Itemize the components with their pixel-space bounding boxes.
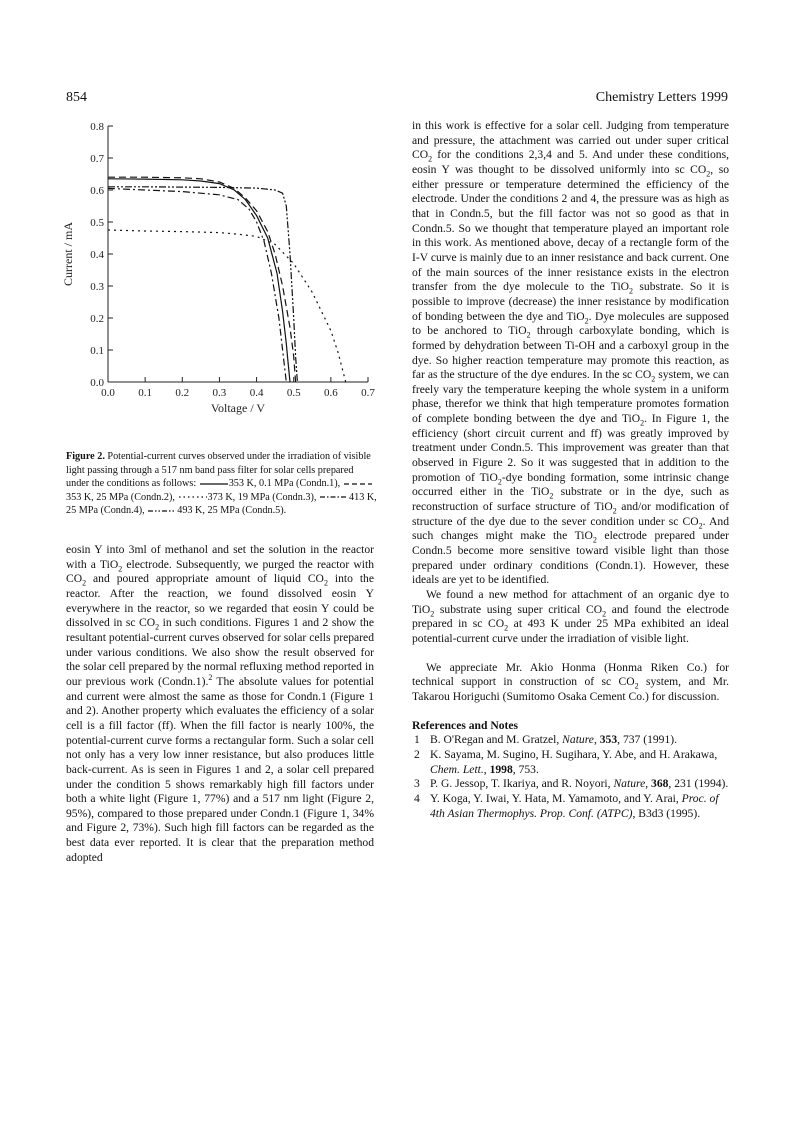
x-tick-label: 0.2 — [175, 387, 190, 399]
x-tick-label: 0.1 — [138, 387, 153, 399]
legend-entry — [147, 505, 286, 516]
reference-text: B. O'Regan and M. Gratzel, Nature, 353, 737 (1991). — [430, 733, 678, 747]
y-tick-label: 0.0 — [90, 377, 104, 389]
right-paragraph-2: We found a new method for attachment of an organic dye to TiO$_2$ substrate using super critical $CO_2$ and found the electrode prepared in sc $CO_2$ at 493 K under 25 MPa exhibited an ideal potential-current curve under the irradiation of visible light. — [412, 588, 730, 645]
x-tick-label: 0.7 — [361, 387, 375, 399]
acknowledgement: We appreciate Mr. Akio Honma (Honma Riken Co.) for technical support in construction of sc $CO_2$ system, and Mr. Takarou Horiguchi (Sumitomo Osaka Cement Co.) for discussion. — [412, 660, 729, 703]
legend-entry — [199, 478, 343, 489]
right-paragraph-1: in this work is effective for a solar cell. Judging from temperature and pressure, the attachment was carried out under super critical $CO_2$ for the conditions 2,3,4 and 5. And under these conditions, eosin Y was thought to be dissolved uniformly into sc $CO_2$, so either pressure or temperature determined the efficiency of the electrode. Under the conditions 2 and 4, the pressure was as high as that in Condn.5, but the fill factor was not so good as that in Condn.5. So we thought that temperature played an important role in this work. As mentioned above, decay of a rectangle form of the I-V curve is mainly due to an inner resistance and back current. One of the main sources of the inner resistance exists in the electron transfer from the dye molecule to the TiO$_2$ substrate. So it is possible to improve (decrease) the inner resistance by modification of bonding between the dye and TiO$_2$. Dye molecules are supposed to be anchored to TiO$_2$ through carboxylate bonding, which is formed by dehydration between Ti-OH and a carboxyl group in the dye. So higher reaction temperature may promote this reaction, as far as the structure of the dye endures. In the sc $CO_2$ system, we can freely vary the temperature keeping the whole system in a uniform phase, therefor we think that high temperature promotes formation of complete bonding between the dye and TiO$_2$. In Figure 1, the efficiency (short circuit current and ff) was greatly improved by treatment under Condn.5. This improvement was greater than that observed in Figure 2. So it was suggested that in addition to the promotion of TiO$_2$-dye bonding formation, some intrinsic change occurred either in the TiO$_2$ substrate or in the dye, such as reconstruction of surface structure of TiO$_2$ and/or modification of structure of the dye due to the sever condition under sc $CO_2$. And such changes might make the TiO$_2$ electrode prepared under Condn.5 become more sensitive toward visible light than those prepared under ordinary conditions (Condn.1). However, these ideals are yet to be identified. — [412, 119, 730, 587]
legend-line-sample — [199, 480, 229, 488]
references-title: References and Notes — [412, 718, 519, 732]
legend-line-sample — [319, 493, 349, 501]
reference-item — [412, 748, 729, 777]
y-tick-label: 0.4 — [90, 249, 104, 261]
legend-line-sample — [178, 493, 208, 501]
x-tick-label: 0.5 — [286, 387, 301, 399]
y-tick-label: 0.3 — [90, 281, 104, 293]
reference-text: K. Sayama, M. Sugino, H. Sugihara, Y. Abe, and H. Arakawa, Chem. Lett., 1998, 753. — [430, 747, 718, 776]
reference-number: 2 — [414, 747, 420, 761]
legend-text: 353 K, 25 MPa (Condn.2), — [66, 491, 178, 503]
reference-number: 4 — [414, 791, 420, 805]
x-tick-label: 0.6 — [323, 387, 338, 399]
reference-text: P. G. Jessop, T. Ikariya, and R. Noyori, Nature, 368, 231 (1994). — [430, 777, 729, 791]
y-tick-label: 0.2 — [90, 313, 104, 325]
legend-text: 353 K, 0.1 MPa (Condn.1), — [228, 478, 343, 490]
y-tick-label: 0.7 — [90, 153, 104, 165]
y-axis-title: Current / mA — [61, 222, 75, 286]
legend-text: 413 K, 25 MPa (Condn.4), — [66, 491, 377, 517]
reference-item — [412, 733, 729, 748]
y-tick-label: 0.8 — [90, 121, 104, 133]
journal-header: Chemistry Letters 1999 — [595, 90, 728, 105]
reference-number: 3 — [414, 777, 420, 791]
left-paragraph: eosin Y into 3ml of methanol and set the solution in the reactor with a TiO$_2$ electrode. Subsequently, we purged the reactor with $CO_2$ and poured appropriate amount of liquid $CO_2$ into the reactor. After the reaction, we found dissolved eosin Y everywhere in the reactor, so we regarded that eosin Y could be dissolved in sc $CO_2$ in such conditions. Figures 1 and 2 show the resultant potential-current curves observed for solar cells prepared under various conditions. We also show the result observed for the solar cell prepared by the normal refluxing method reported in our previous work (Condn.1).$^2$ The absolute values for potential and current were almost the same as those for Condn.1 (Figure 1 and 2). Another property which evaluates the efficiency of a solar cell is a fill factor (ff). When the fill factor is nearly 100%, the potential-current curve forms a rectangular form. Such a solar cell not only has a very low inner resistance, but also produces little back-current. As is seen in Figures 1 and 2, a solar cell prepared under the condition 5 shows remarkably high fill factors under both a white light (Figure 1, 77%) and a 517 nm light (Figure 2, 95%), compared to those prepared under Condn.1 (Figure 1, 34% and Figure 2, 73%). Such high fill factors can be regarded as the best data ever reported. It is clear that the preparation method adopted — [66, 543, 374, 864]
x-axis-title: Voltage / V — [210, 401, 266, 415]
page-number: 854 — [66, 90, 87, 105]
reference-text: Y. Koga, Y. Iwai, Y. Hata, M. Yamamoto, and Y. Arai, Proc. of 4th Asian Thermophys. Prop. Conf. (ATPC), B3d3 (1995). — [430, 791, 719, 820]
x-tick-label: 0.0 — [101, 387, 115, 399]
y-tick-label: 0.1 — [90, 345, 104, 357]
series-line-dash — [108, 177, 296, 382]
x-tick-label: 0.4 — [249, 387, 264, 399]
y-tick-label: 0.5 — [90, 217, 104, 229]
legend-text: 493 K, 25 MPa (Condn.5). — [177, 505, 287, 517]
caption-text: Potential-current curves observed under the irradiation of visible light passing through a 517 nm band pass filter for solar cells prepared under the conditions as follows: — [66, 451, 371, 490]
legend-line-sample — [147, 507, 177, 515]
chart-series — [108, 177, 346, 382]
reference-number: 1 — [414, 733, 420, 747]
left-column-body — [66, 543, 374, 865]
x-tick-label: 0.3 — [212, 387, 227, 399]
figure-2-chart — [50, 110, 380, 428]
references-list — [412, 733, 729, 821]
reference-item — [412, 792, 729, 821]
figure-caption — [66, 450, 378, 518]
series-line-dashdotdot — [108, 187, 297, 382]
chart-axes — [108, 126, 368, 382]
series-line-solid — [108, 179, 290, 382]
y-tick-label: 0.6 — [90, 185, 104, 197]
legend-entry — [178, 492, 320, 503]
caption-label: Figure 2. — [66, 451, 105, 462]
right-column-body — [412, 119, 729, 821]
reference-item — [412, 777, 729, 792]
series-line-dot — [108, 230, 346, 382]
legend-text: 373 K, 19 MPa (Condn.3), — [207, 491, 319, 503]
legend-line-sample — [343, 480, 373, 488]
